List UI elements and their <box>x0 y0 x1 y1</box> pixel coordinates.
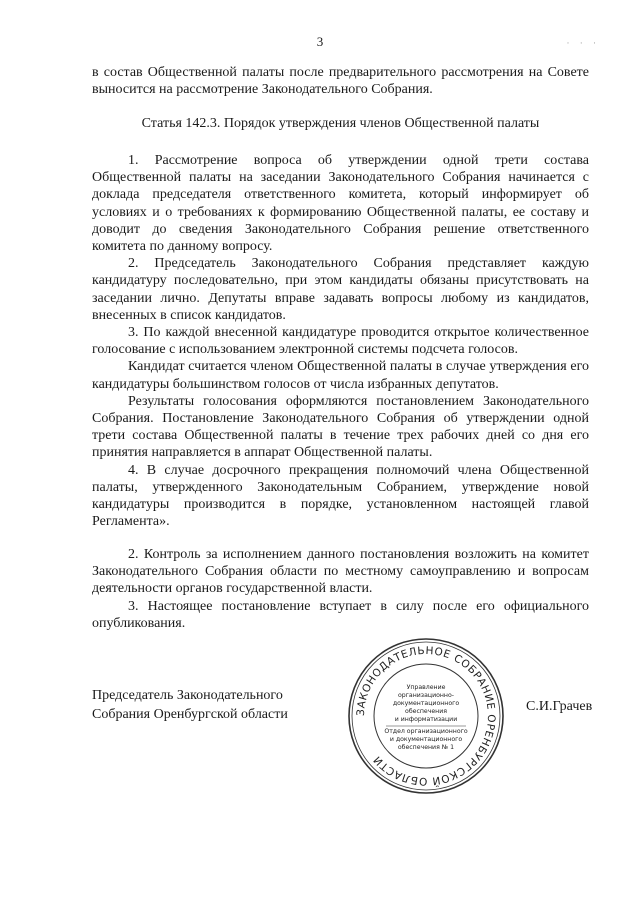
stamp-line-5: и информатизации <box>394 716 458 723</box>
resolution-items <box>92 546 589 632</box>
intro-text <box>92 64 589 98</box>
stamp-seal-icon <box>346 636 506 796</box>
stamp-line-8: обеспечения № 1 <box>397 744 455 751</box>
signer-name: С.И.Грачев <box>526 699 593 714</box>
paragraph-6: 4. В случае досрочного прекращения полномочий члена Общественной палаты, утвержденного Законодательным Собранием, утверждение новой кандидатуры производится в порядке, установленном настоящей главой Регламента». <box>92 462 589 530</box>
scan-artifact: · · · <box>566 38 600 48</box>
article-body <box>92 152 589 530</box>
paragraph-3: 3. По каждой внесенной кандидатуре проводится открытое количественное голосование с использованием электронной системы подсчета голосов. <box>92 325 589 358</box>
stamp-line-3: документационного <box>392 700 460 707</box>
signer-position <box>92 686 288 724</box>
stamp-line-6: Отдел организационного <box>384 728 468 735</box>
stamp-line-1: Управление <box>406 684 446 691</box>
paragraph-5: Результаты голосования оформляются постановлением Законодательного Собрания. Постановление Законодательного Собрания об утверждении одной трети состава Общественной палаты в течение трех рабочих дней со дня его принятия направляется в аппарат Общественной палаты. <box>92 393 589 461</box>
stamp-ring-text: ЗАКОНОДАТЕЛЬНОЕ СОБРАНИЕ ОРЕНБУРГСКОЙ ОБЛАСТИ <box>354 644 498 788</box>
intro-paragraph: в состав Общественной палаты после предварительного рассмотрения на Совете выносится на рассмотрение Законодательного Собрания. <box>92 65 589 98</box>
paragraph-2: 2. Председатель Законодательного Собрания представляет каждую кандидатуру последовательно, при этом кандидаты обязаны присутствовать на заседании лично. Депутаты вправе задавать вопросы любому из кандидатов, внесенных в список кандидатов. <box>92 256 589 323</box>
stamp-line-2: организационно- <box>397 692 455 699</box>
official-stamp <box>346 636 506 796</box>
article-heading: Статья 142.3. Порядок утверждения членов Общественной палаты <box>141 116 540 131</box>
stamp-line-7: и документационного <box>389 736 463 743</box>
signer-position-line-1: Председатель Законодательного <box>92 688 283 703</box>
paragraph-4: Кандидат считается членом Общественной палаты в случае утверждения его кандидатуры большинством голосов от числа избранных депутатов. <box>92 359 589 392</box>
resolution-item-3: 3. Настоящее постановление вступает в силу после его официального опубликования. <box>92 598 589 631</box>
stamp-line-4: обеспечения <box>405 708 447 715</box>
page-number: 3 <box>316 34 324 49</box>
paragraph-1: 1. Рассмотрение вопроса об утверждении одной трети состава Общественной палаты на заседании Законодательного Собрания начинается с доклада председателя ответственного комитета, который информирует об условиях и о требованиях к формированию Общественной палаты, ее составу и доводит до сведения Законодательного Собрания решение ответственного комитета по данному вопросу. <box>92 153 589 255</box>
signer-position-line-2: Собрания Оренбургской области <box>92 707 288 722</box>
resolution-item-2: 2. Контроль за исполнением данного постановления возложить на комитет Законодательного Собрания области по местному самоуправлению и вопросам деятельности органов государственной власти. <box>92 547 589 597</box>
